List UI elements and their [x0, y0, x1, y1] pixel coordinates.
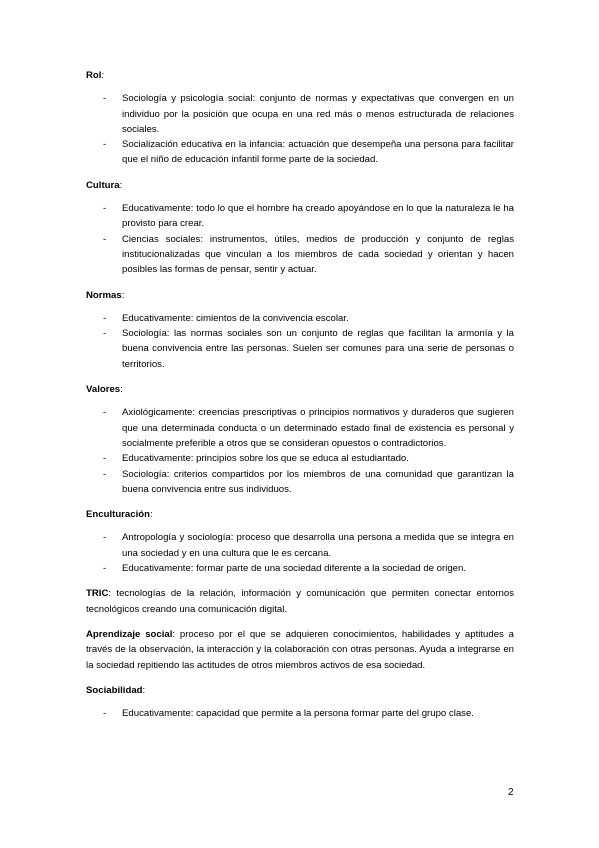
definition-paragraph [86, 627, 514, 673]
list-item [86, 451, 514, 466]
section-title [86, 68, 514, 83]
term-suffix: : [149, 509, 153, 521]
section-cultura [86, 178, 514, 278]
section-rol [86, 68, 514, 168]
definition-list [86, 706, 514, 721]
list-dash: - [103, 532, 107, 544]
section-normas [86, 288, 514, 372]
list-item-text: Educativamente: capacidad que permite a la persona formar parte del grupo clase. [122, 708, 474, 720]
term-heading: TRIC [86, 588, 109, 600]
definition-list [86, 201, 514, 277]
definition-text: : tecnologías de la relación, información y comunicación que permiten conectar entornos tecnológicos creando una comunicación digital. [86, 588, 514, 615]
list-dash: - [103, 233, 107, 245]
section-title [86, 382, 514, 397]
term-heading: Enculturación [86, 509, 150, 521]
list-item-text: Sociología y psicología social: conjunto de normas y expectativas que convergen en un individuo por la posición que ocupa en una red más o menos estructurada de relaciones sociales. [122, 93, 514, 135]
section-title [86, 683, 514, 698]
list-item [86, 530, 514, 561]
list-item [86, 311, 514, 326]
term-suffix: : [142, 684, 146, 696]
definition-paragraph [86, 586, 514, 617]
list-item [86, 201, 514, 232]
list-item-text: Axiológicamente: creencias prescriptivas o principios normativos y duraderos que sugieren que una determinada conducta o un determinado estado final de existencia es personal y socialmente preferible a otros que se consideran opuestos o contradictorios. [122, 407, 514, 449]
list-dash: - [103, 453, 107, 465]
list-item [86, 91, 514, 137]
list-item [86, 232, 514, 278]
document-page [86, 68, 514, 731]
list-dash: - [103, 328, 107, 340]
term-heading: Normas [86, 289, 122, 301]
list-item [86, 137, 514, 168]
section-valores [86, 382, 514, 497]
list-item [86, 561, 514, 576]
section-tric [86, 586, 514, 617]
definition-text: : proceso por el que se adquieren conocimientos, habilidades y aptitudes a través de la observación, la interacción y la colaboración con otras personas. Ayuda a integrarse en la sociedad repitiendo las actitudes de otros miembros activos de esa sociedad. [86, 628, 514, 671]
list-dash: - [103, 203, 107, 215]
list-item-text: Educativamente: cimientos de la convivencia escolar. [122, 312, 349, 324]
section-aprendizaje-social [86, 627, 514, 673]
list-dash: - [103, 407, 107, 419]
section-title [86, 507, 514, 522]
section-title [86, 288, 514, 303]
term-heading: Cultura [86, 179, 120, 191]
term-heading: Valores [86, 384, 121, 396]
definition-list [86, 530, 514, 576]
term-heading: Rol [86, 70, 102, 81]
list-dash: - [103, 139, 107, 151]
term-suffix: : [121, 289, 125, 301]
list-dash: - [103, 468, 107, 480]
term-suffix: : [101, 70, 105, 81]
term-suffix: : [119, 179, 123, 191]
term-heading: Aprendizaje social [86, 628, 173, 640]
section-title [86, 178, 514, 193]
list-item-text: Sociología: criterios compartidos por los miembros de una comunidad que garantizan la buena convivencia entre sus individuos. [122, 468, 514, 495]
term-suffix: : [120, 384, 123, 396]
list-dash: - [103, 708, 107, 720]
list-dash: - [103, 93, 107, 105]
list-item-text: Antropología y sociología: proceso que desarrolla una persona a medida que se integra en una sociedad y en una cultura que le es cercana. [122, 532, 514, 559]
section-sociabilidad [86, 683, 514, 722]
list-dash: - [103, 563, 107, 575]
page-number: 2 [508, 787, 514, 798]
list-item-text: Ciencias sociales: instrumentos, útiles, medios de producción y conjunto de reglas institucionalizadas que vinculan a los miembros de cada sociedad y orientan y hacen posibles las formas de pensar, sentir y actuar. [122, 233, 514, 276]
section-enculturacion [86, 507, 514, 576]
definition-list [86, 405, 514, 497]
definition-list [86, 311, 514, 372]
list-item [86, 405, 514, 451]
list-item [86, 706, 514, 721]
list-item [86, 467, 514, 498]
list-dash: - [103, 312, 107, 324]
list-item-text: Socialización educativa en la infancia: actuación que desempeña una persona para facilitar que el niño de educación infantil forme parte de la sociedad. [122, 139, 514, 166]
list-item [86, 326, 514, 372]
definition-list [86, 91, 514, 167]
term-heading: Sociabilidad [86, 684, 143, 696]
list-item-text: Sociología: las normas sociales son un conjunto de reglas que facilitan la armonía y la buena convivencia entre las personas. Suelen ser comunes para una serie de personas o territorios. [122, 328, 514, 370]
list-item-text: Educativamente: formar parte de una sociedad diferente a la sociedad de origen. [122, 563, 466, 575]
list-item-text: Educativamente: todo lo que el hombre ha creado apoyándose en lo que la naturaleza le ha provisto para crear. [122, 203, 514, 230]
list-item-text: Educativamente: principios sobre los que se educa al estudiantado. [122, 453, 409, 465]
